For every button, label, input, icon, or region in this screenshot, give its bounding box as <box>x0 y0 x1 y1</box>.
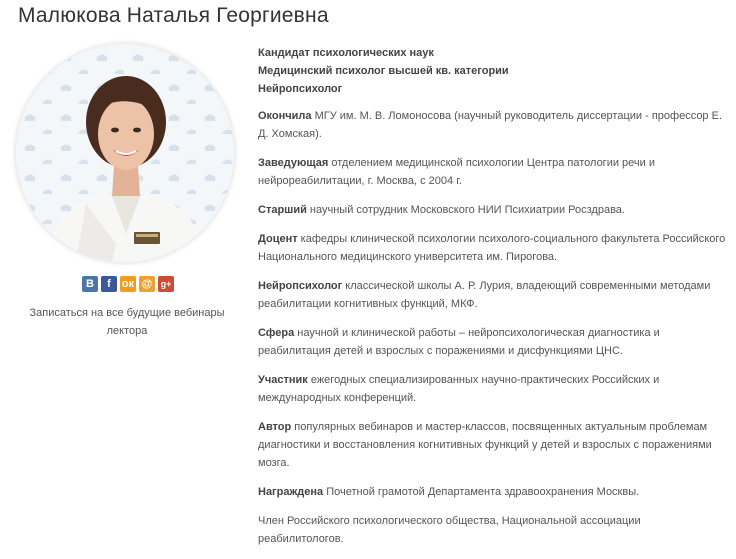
bio-paragraph: Автор популярных вебинаров и мастер-классов, посвященных актуальным проблемам диагностики и восстановления когнитивных функций у детей и взрослых с поражениями мозга. <box>258 421 712 469</box>
facebook-icon[interactable]: f <box>101 276 117 292</box>
social-share-bar <box>82 276 174 292</box>
bio-paragraph: Член Российского психологического общества, Национальной ассоциации реабилитологов. <box>258 515 641 545</box>
bio-section <box>258 44 728 559</box>
bio-paragraph: Заведующая отделением медицинской психологии Центра патологии речи и нейрореабилитации, г. Москва, с 2004 г. <box>258 157 655 187</box>
headline-position: Медицинский психолог высшей кв. категории <box>258 65 509 77</box>
bio-paragraph: Сфера научной и клинической работы – нейропсихологическая диагностика и реабилитация детей и взрослых с поражениями и дисфункциями ЦНС. <box>258 327 660 357</box>
mail-icon[interactable]: @ <box>139 276 155 292</box>
headline-degree: Кандидат психологических наук <box>258 47 434 59</box>
avatar <box>16 44 234 262</box>
bio-paragraph: Доцент кафедры клинической психологии психолого-социального факультета Российского Национального медицинского университета им. Пирогова. <box>258 233 726 263</box>
page-title: Малюкова Наталья Георгиевна <box>18 4 329 27</box>
subscribe-webinars-link[interactable]: Записаться на все будущие вебинары лектора <box>29 307 225 337</box>
google-plus-icon[interactable]: g+ <box>158 276 174 292</box>
vk-icon[interactable]: В <box>82 276 98 292</box>
bio-paragraph: Старший научный сотрудник Московского НИИ Психиатрии Росздрава. <box>258 204 625 216</box>
bio-paragraph: Окончила МГУ им. М. В. Ломоносова (научный руководитель диссертации - профессор Е. Д. Хомская). <box>258 110 723 140</box>
bio-headlines <box>258 44 728 98</box>
bio-paragraph: Участник ежегодных специализированных научно-практических Российских и международных конференций. <box>258 374 660 404</box>
headline-specialty: Нейропсихолог <box>258 83 343 95</box>
odnoklassniki-icon[interactable]: ок <box>121 278 135 290</box>
bio-paragraph: Нейропсихолог классической школы А. Р. Лурия, владеющий современными методами реабилитации когнитивных функций, МКФ. <box>258 280 711 310</box>
bio-paragraph: Награждена Почетной грамотой Департамента здравоохранения Москвы. <box>258 486 640 498</box>
portrait-photo <box>16 44 234 262</box>
